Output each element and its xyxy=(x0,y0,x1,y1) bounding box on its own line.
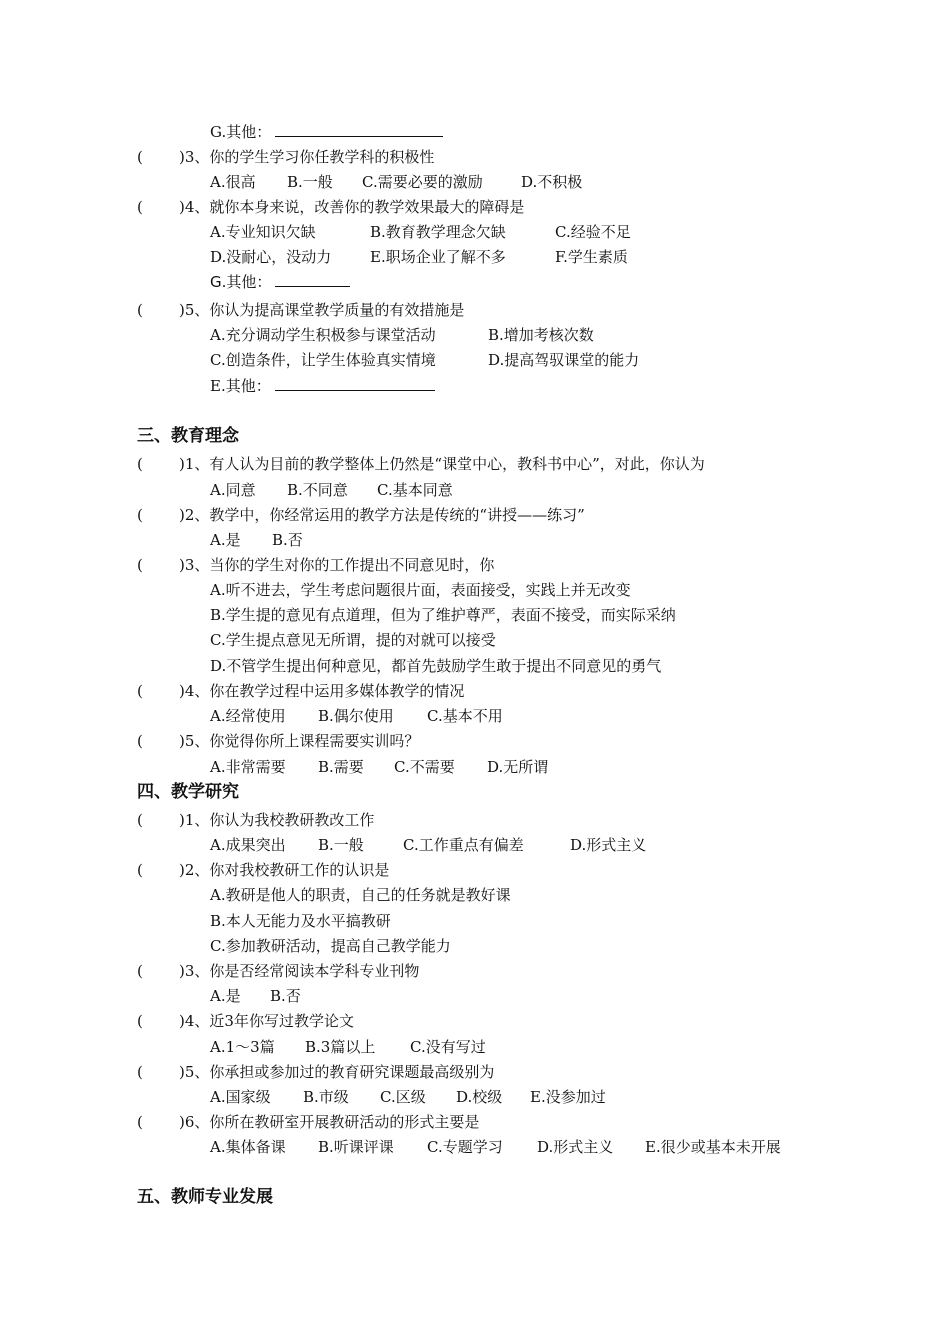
option-label: A.听不进去，学生考虑问题很片面，表面接受，实践上并无改变 xyxy=(210,581,631,599)
option-item xyxy=(410,1037,486,1057)
fill-in-blank[interactable] xyxy=(275,376,435,391)
option-label: G.其他： xyxy=(210,123,272,141)
section-heading: 四、教学研究 xyxy=(137,782,239,802)
option-item xyxy=(537,1137,613,1157)
option-label: C.学生提点意见无所谓，提的对就可以接受 xyxy=(210,631,496,649)
answer-paren[interactable]: ( xyxy=(137,682,143,700)
option-item xyxy=(645,1137,781,1157)
option-line xyxy=(0,376,950,396)
option-line xyxy=(0,835,950,855)
question-text: )1、你认为我校教研教改工作 xyxy=(179,811,375,829)
option-item xyxy=(210,986,241,1006)
option-label: C.工作重点有偏差 xyxy=(403,836,524,854)
option-item xyxy=(555,222,631,242)
answer-paren[interactable]: ( xyxy=(137,732,143,750)
option-item xyxy=(210,530,241,550)
option-label: D.无所谓 xyxy=(487,758,549,776)
option-label: C.需要必要的激励 xyxy=(362,173,483,191)
option-label: D.提高驾驭课堂的能力 xyxy=(488,351,640,369)
question-text: )2、你对我校教研工作的认识是 xyxy=(179,861,390,879)
answer-paren[interactable]: ( xyxy=(137,1113,143,1131)
option-label: B.学生提的意见有点道理，但为了维护尊严，表面不接受，而实际采纳 xyxy=(210,606,676,624)
option-line xyxy=(0,1137,950,1157)
option-label: B.市级 xyxy=(303,1088,349,1106)
option-label: A.是 xyxy=(210,531,241,549)
answer-paren[interactable]: ( xyxy=(137,148,143,166)
option-item xyxy=(318,706,394,726)
option-item xyxy=(210,350,436,370)
option-item xyxy=(210,706,286,726)
option-line xyxy=(0,1087,950,1107)
option-item xyxy=(210,885,511,905)
option-item xyxy=(210,605,676,625)
fill-in-blank[interactable] xyxy=(275,122,443,137)
option-label: G.其他： xyxy=(210,273,272,291)
option-label: F.学生素质 xyxy=(555,248,628,266)
option-label: B.否 xyxy=(270,987,301,1005)
option-line xyxy=(0,630,950,650)
option-item xyxy=(570,835,646,855)
option-label: A.教研是他人的职责，自己的任务就是教好课 xyxy=(210,886,511,904)
option-line xyxy=(0,247,950,267)
answer-paren[interactable]: ( xyxy=(137,1012,143,1030)
question-text: )3、你是否经常阅读本学科专业刊物 xyxy=(179,962,420,980)
option-item xyxy=(370,222,506,242)
option-item xyxy=(210,911,391,931)
option-line xyxy=(0,986,950,1006)
option-label: C.基本不用 xyxy=(427,707,503,725)
question-line xyxy=(137,454,897,474)
question-text: )1、有人认为目前的教学整体上仍然是“课堂中心，教科书中心”，对此，你认为 xyxy=(179,455,705,473)
option-item xyxy=(210,656,661,676)
option-label: B.一般 xyxy=(287,173,333,191)
answer-paren[interactable]: ( xyxy=(137,301,143,319)
option-line xyxy=(0,580,950,600)
option-item xyxy=(370,247,506,267)
option-line xyxy=(0,350,950,370)
option-item xyxy=(210,325,436,345)
option-label: B.否 xyxy=(272,531,303,549)
option-label: A.国家级 xyxy=(210,1088,271,1106)
answer-paren[interactable]: ( xyxy=(137,861,143,879)
option-item xyxy=(318,1137,394,1157)
question-text: )4、你在教学过程中运用多媒体教学的情况 xyxy=(179,682,465,700)
question-line xyxy=(137,1062,897,1082)
option-label: C.区级 xyxy=(380,1088,426,1106)
option-item xyxy=(210,630,496,650)
option-label: B.不同意 xyxy=(287,481,348,499)
option-item xyxy=(377,480,453,500)
option-line xyxy=(0,530,950,550)
answer-paren[interactable]: ( xyxy=(137,455,143,473)
option-label: B.需要 xyxy=(318,758,364,776)
option-label: D.不管学生提出何种意见，都首先鼓励学生敢于提出不同意见的勇气 xyxy=(210,657,662,675)
option-label: E.职场企业了解不多 xyxy=(370,248,506,266)
option-line xyxy=(0,605,950,625)
option-label: B.增加考核次数 xyxy=(488,326,594,344)
answer-paren[interactable]: ( xyxy=(137,506,143,524)
section-heading: 三、教育理念 xyxy=(137,426,239,446)
option-label: A.1～3篇 xyxy=(210,1038,275,1056)
option-item xyxy=(427,1137,503,1157)
option-line xyxy=(0,936,950,956)
option-line xyxy=(0,325,950,345)
option-label: B.听课评课 xyxy=(318,1138,394,1156)
option-item xyxy=(488,350,639,370)
answer-paren[interactable]: ( xyxy=(137,198,143,216)
option-item xyxy=(210,172,256,192)
option-item xyxy=(210,376,435,396)
question-line xyxy=(137,1112,897,1132)
option-item xyxy=(210,222,316,242)
answer-paren[interactable]: ( xyxy=(137,962,143,980)
question-text: )3、当你的学生对你的工作提出不同意见时，你 xyxy=(179,556,495,574)
option-label: D.形式主义 xyxy=(570,836,647,854)
option-line xyxy=(0,172,950,192)
answer-paren[interactable]: ( xyxy=(137,811,143,829)
option-item xyxy=(210,122,443,142)
option-item xyxy=(427,706,503,726)
option-item xyxy=(530,1087,606,1107)
option-label: D.形式主义 xyxy=(537,1138,614,1156)
option-label: D.没耐心，没动力 xyxy=(210,248,332,266)
option-label: A.充分调动学生积极参与课堂活动 xyxy=(210,326,436,344)
option-item xyxy=(272,530,303,550)
question-text: )2、教学中，你经常运用的教学方法是传统的“讲授——练习” xyxy=(179,506,585,524)
option-item xyxy=(210,757,286,777)
option-label: D.校级 xyxy=(456,1088,503,1106)
option-item xyxy=(210,1037,275,1057)
option-item xyxy=(287,480,348,500)
option-label: A.集体备课 xyxy=(210,1138,286,1156)
option-item xyxy=(303,1087,349,1107)
option-line xyxy=(0,1037,950,1057)
option-item xyxy=(318,835,364,855)
option-line xyxy=(0,656,950,676)
option-item xyxy=(380,1087,426,1107)
option-label: E.很少或基本未开展 xyxy=(645,1138,781,1156)
question-text: )3、你的学生学习你任教学科的积极性 xyxy=(179,148,435,166)
option-label: A.很高 xyxy=(210,173,256,191)
option-item xyxy=(403,835,524,855)
option-line xyxy=(0,706,950,726)
fill-in-blank[interactable] xyxy=(275,272,350,287)
question-text: )5、你觉得你所上课程需要实训吗？ xyxy=(179,732,420,750)
question-text: )5、你认为提高课堂教学质量的有效措施是 xyxy=(179,301,465,319)
option-item xyxy=(210,1087,271,1107)
option-item xyxy=(270,986,301,1006)
option-item xyxy=(287,172,333,192)
option-item xyxy=(305,1037,375,1057)
option-item xyxy=(210,835,286,855)
option-label: E.没参加过 xyxy=(530,1088,606,1106)
option-item xyxy=(210,1137,286,1157)
option-item xyxy=(318,757,364,777)
option-item xyxy=(210,480,256,500)
question-text: )4、就你本身来说，改善你的教学效果最大的障碍是 xyxy=(179,198,525,216)
question-line xyxy=(137,555,897,575)
option-item xyxy=(394,757,455,777)
question-text: )4、近3年你写过教学论文 xyxy=(179,1012,354,1030)
answer-paren[interactable]: ( xyxy=(137,1063,143,1081)
option-label: C.参加教研活动，提高自己教学能力 xyxy=(210,937,451,955)
option-label: A.成果突出 xyxy=(210,836,286,854)
question-line xyxy=(137,731,897,751)
question-line xyxy=(137,147,897,167)
option-label: B.偶尔使用 xyxy=(318,707,394,725)
option-line xyxy=(0,885,950,905)
question-line xyxy=(137,810,897,830)
option-label: C.创造条件，让学生体验真实情境 xyxy=(210,351,436,369)
option-item xyxy=(488,325,594,345)
option-label: C.经验不足 xyxy=(555,223,631,241)
option-label: E.其他： xyxy=(210,377,271,395)
option-label: A.专业知识欠缺 xyxy=(210,223,316,241)
question-line xyxy=(137,1011,897,1031)
option-line xyxy=(0,272,950,292)
option-item xyxy=(487,757,548,777)
question-text: )5、你承担或参加过的教育研究课题最高级别为 xyxy=(179,1063,495,1081)
option-label: B.一般 xyxy=(318,836,364,854)
answer-paren[interactable]: ( xyxy=(137,556,143,574)
question-line xyxy=(137,860,897,880)
option-label: B.本人无能力及水平搞教研 xyxy=(210,912,391,930)
question-text: )6、你所在教研室开展教研活动的形式主要是 xyxy=(179,1113,480,1131)
option-item xyxy=(210,936,451,956)
option-item xyxy=(210,272,350,292)
option-item xyxy=(555,247,628,267)
option-label: B.教育教学理念欠缺 xyxy=(370,223,506,241)
option-item xyxy=(456,1087,502,1107)
question-line xyxy=(137,681,897,701)
option-label: D.不积极 xyxy=(521,173,583,191)
section-heading: 五、教师专业发展 xyxy=(137,1187,273,1207)
option-item xyxy=(210,580,631,600)
option-label: A.是 xyxy=(210,987,241,1005)
option-label: C.不需要 xyxy=(394,758,455,776)
option-item xyxy=(521,172,582,192)
option-item xyxy=(210,247,331,267)
option-label: A.同意 xyxy=(210,481,256,499)
question-line xyxy=(137,961,897,981)
question-line xyxy=(137,197,897,217)
question-line xyxy=(137,505,897,525)
option-line xyxy=(0,757,950,777)
option-item xyxy=(362,172,483,192)
option-label: C.专题学习 xyxy=(427,1138,503,1156)
option-line xyxy=(0,122,950,142)
option-label: A.经常使用 xyxy=(210,707,286,725)
option-line xyxy=(0,911,950,931)
option-label: C.没有写过 xyxy=(410,1038,486,1056)
option-label: A.非常需要 xyxy=(210,758,286,776)
option-label: B.3篇以上 xyxy=(305,1038,376,1056)
option-line xyxy=(0,222,950,242)
option-line xyxy=(0,480,950,500)
question-line xyxy=(137,300,897,320)
option-label: C.基本同意 xyxy=(377,481,453,499)
